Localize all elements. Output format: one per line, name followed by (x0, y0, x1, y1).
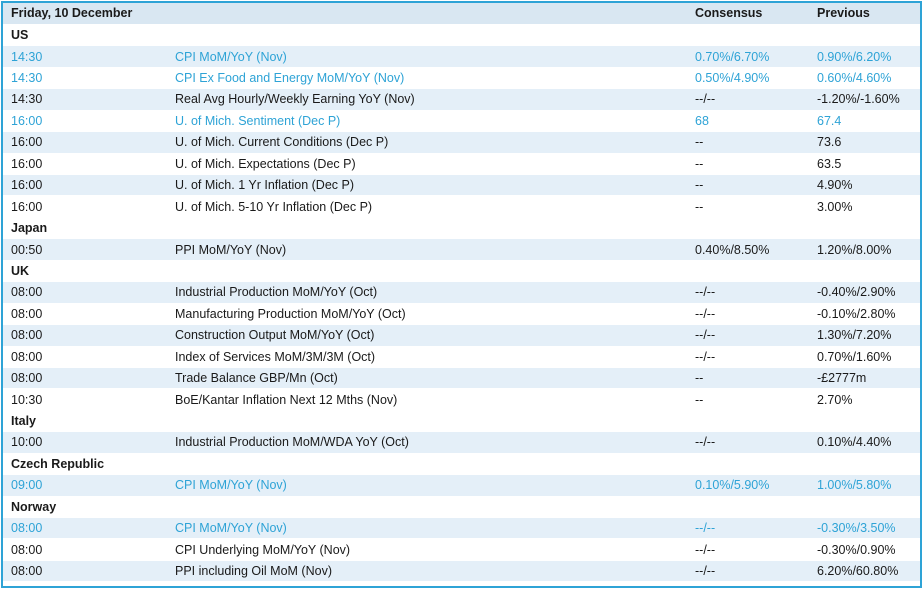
time-cell: 10:30 (3, 389, 165, 410)
time-cell: 08:00 (3, 560, 165, 581)
previous-cell: 0.60%/4.60% (805, 67, 920, 88)
consensus-cell: -- (685, 153, 805, 174)
country-row (3, 24, 920, 45)
event-heading (165, 3, 685, 24)
consensus-cell: --/-- (685, 432, 805, 453)
country-row (3, 217, 920, 238)
date-heading: Friday, 10 December (3, 3, 165, 24)
event-cell: U. of Mich. 5-10 Yr Inflation (Dec P) (165, 196, 685, 217)
event-cell: CPI MoM/YoY (Nov) (165, 46, 685, 67)
time-cell: 16:00 (3, 132, 165, 153)
country-row (3, 260, 920, 281)
previous-cell: -0.10%/2.80% (805, 303, 920, 324)
previous-cell: 0.10%/4.40% (805, 432, 920, 453)
table-row (3, 132, 920, 153)
table-row (3, 110, 920, 131)
country-row (3, 453, 920, 474)
consensus-cell: -- (685, 367, 805, 388)
time-cell: 08:00 (3, 367, 165, 388)
event-cell: Index of Services MoM/3M/3M (Oct) (165, 346, 685, 367)
table-row (3, 175, 920, 196)
previous-cell: -0.30%/3.50% (805, 518, 920, 539)
table-row (3, 196, 920, 217)
table-row (3, 367, 920, 388)
consensus-cell: --/-- (685, 346, 805, 367)
event-cell: Industrial Production MoM/WDA YoY (Oct) (165, 432, 685, 453)
event-cell: CPI MoM/YoY (Nov) (165, 475, 685, 496)
time-cell: 08:00 (3, 303, 165, 324)
consensus-cell: --/-- (685, 303, 805, 324)
event-cell: Construction Output MoM/YoY (Oct) (165, 325, 685, 346)
event-cell: Trade Balance GBP/Mn (Oct) (165, 367, 685, 388)
consensus-cell: --/-- (685, 89, 805, 110)
time-cell: 10:00 (3, 432, 165, 453)
event-cell: Industrial Production MoM/YoY (Oct) (165, 282, 685, 303)
time-cell: 08:00 (3, 346, 165, 367)
previous-cell: 0.70%/1.60% (805, 346, 920, 367)
previous-cell: 63.5 (805, 153, 920, 174)
consensus-cell: 0.40%/8.50% (685, 239, 805, 260)
table-row (3, 239, 920, 260)
previous-cell: 2.70% (805, 389, 920, 410)
table-row (3, 89, 920, 110)
table-row (3, 475, 920, 496)
previous-cell: -£2777m (805, 367, 920, 388)
event-cell: Manufacturing Production MoM/YoY (Oct) (165, 303, 685, 324)
previous-cell: 4.90% (805, 175, 920, 196)
country-row (3, 496, 920, 517)
consensus-cell: --/-- (685, 325, 805, 346)
previous-cell: 73.6 (805, 132, 920, 153)
previous-cell: -0.40%/2.90% (805, 282, 920, 303)
consensus-cell: 0.70%/6.70% (685, 46, 805, 67)
table-header-row (3, 3, 920, 24)
country-label: Italy (3, 410, 920, 431)
event-cell: U. of Mich. 1 Yr Inflation (Dec P) (165, 175, 685, 196)
calendar-frame (1, 1, 922, 588)
table-row (3, 303, 920, 324)
consensus-cell: --/-- (685, 282, 805, 303)
country-label: Czech Republic (3, 453, 920, 474)
previous-cell: 1.20%/8.00% (805, 239, 920, 260)
table-row (3, 560, 920, 581)
time-cell: 16:00 (3, 153, 165, 174)
time-cell: 14:30 (3, 46, 165, 67)
consensus-cell: 68 (685, 110, 805, 131)
calendar-body (3, 24, 920, 581)
time-cell: 16:00 (3, 110, 165, 131)
table-row (3, 539, 920, 560)
table-row (3, 432, 920, 453)
previous-cell: 3.00% (805, 196, 920, 217)
country-label: US (3, 24, 920, 45)
country-label: UK (3, 260, 920, 281)
time-cell: 14:30 (3, 89, 165, 110)
table-row (3, 325, 920, 346)
time-cell: 14:30 (3, 67, 165, 88)
time-cell: 08:00 (3, 539, 165, 560)
consensus-cell: -- (685, 389, 805, 410)
event-cell: CPI Ex Food and Energy MoM/YoY (Nov) (165, 67, 685, 88)
previous-cell: -1.20%/-1.60% (805, 89, 920, 110)
table-row (3, 67, 920, 88)
time-cell: 16:00 (3, 175, 165, 196)
event-cell: CPI Underlying MoM/YoY (Nov) (165, 539, 685, 560)
previous-cell: 0.90%/6.20% (805, 46, 920, 67)
event-cell: PPI MoM/YoY (Nov) (165, 239, 685, 260)
previous-cell: 6.20%/60.80% (805, 560, 920, 581)
country-label: Japan (3, 217, 920, 238)
time-cell: 08:00 (3, 518, 165, 539)
consensus-heading: Consensus (685, 3, 805, 24)
time-cell: 00:50 (3, 239, 165, 260)
table-row (3, 518, 920, 539)
event-cell: PPI including Oil MoM (Nov) (165, 560, 685, 581)
consensus-cell: -- (685, 175, 805, 196)
consensus-cell: --/-- (685, 539, 805, 560)
table-row (3, 46, 920, 67)
country-label: Norway (3, 496, 920, 517)
event-cell: U. of Mich. Expectations (Dec P) (165, 153, 685, 174)
time-cell: 16:00 (3, 196, 165, 217)
event-cell: BoE/Kantar Inflation Next 12 Mths (Nov) (165, 389, 685, 410)
previous-cell: 1.30%/7.20% (805, 325, 920, 346)
previous-heading: Previous (805, 3, 920, 24)
event-cell: Real Avg Hourly/Weekly Earning YoY (Nov) (165, 89, 685, 110)
time-cell: 09:00 (3, 475, 165, 496)
time-cell: 08:00 (3, 325, 165, 346)
consensus-cell: --/-- (685, 518, 805, 539)
consensus-cell: -- (685, 132, 805, 153)
table-row (3, 389, 920, 410)
economic-calendar-table (3, 3, 920, 582)
table-row (3, 282, 920, 303)
consensus-cell: 0.10%/5.90% (685, 475, 805, 496)
consensus-cell: --/-- (685, 560, 805, 581)
country-row (3, 410, 920, 431)
consensus-cell: -- (685, 196, 805, 217)
previous-cell: 67.4 (805, 110, 920, 131)
time-cell: 08:00 (3, 282, 165, 303)
previous-cell: 1.00%/5.80% (805, 475, 920, 496)
previous-cell: -0.30%/0.90% (805, 539, 920, 560)
table-row (3, 153, 920, 174)
consensus-cell: 0.50%/4.90% (685, 67, 805, 88)
table-row (3, 346, 920, 367)
event-cell: CPI MoM/YoY (Nov) (165, 518, 685, 539)
event-cell: U. of Mich. Sentiment (Dec P) (165, 110, 685, 131)
event-cell: U. of Mich. Current Conditions (Dec P) (165, 132, 685, 153)
